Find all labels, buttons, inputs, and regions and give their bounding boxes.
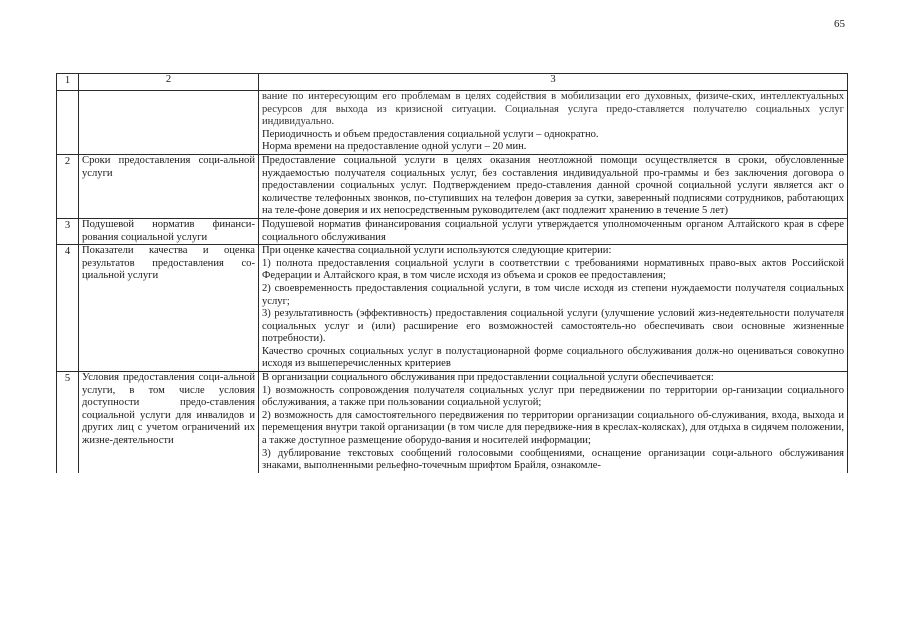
table-row-terms [57, 154, 848, 218]
continuation-paragraph: вание по интересующим его проблемам в целях содействия в мобилизации его духовных, физиче-ских, интеллектуальных ресурсов для выхода из кризисной ситуации. Социальная услуга предо-ставляется получателю социальных услуг индивидуально. [262, 91, 844, 128]
description-paragraph: Качество срочных социальных услуг в полустационарной форме социального обслуживания долж-но оцениваться совокупно исходя из вышеперечисленных критериев [262, 345, 844, 370]
description-paragraph: При оценке качества социальной услуги используются следующие критерии: [262, 245, 612, 257]
description-paragraph: Предоставление социальной услуги в целях оказания неотложной помощи осуществляется в сроки, обусловленные нуждаемостью получателя социальных услуг, без составления индивидуальной про-граммы и без заключения договора о предоставлении социальных услуг. Подтверждением предо-ставления данной срочной социальной услуги является акт о количестве телефонных звонков, по-ступивших на телефон доверия за сутки, заверенный подписями сотрудников, работающих на теле-фоне доверия и их непосредственным руководителем (акт подлежит хранению в течение 5 лет) [262, 154, 844, 217]
header-col-1: 1 [57, 74, 79, 91]
row-name [79, 91, 259, 155]
description-paragraph: Подушевой норматив финансирования социальной услуги утверждается уполномоченным органом Алтайского края в сфере социального обслуживания [262, 218, 844, 243]
row-number [57, 91, 79, 155]
page-number: 65 [834, 18, 845, 30]
description-paragraph: 2) возможность для самостоятельного передвижения по территории организации социального об-служивания, входа, выхода и перемещения внутри такой организации (в том числе для передвиже-ния в креслах-колясках), для отдыха в сидячем положении, а также доступное размещение оборудо-вания и носителей информации; [262, 409, 844, 447]
description-paragraph: В организации социального обслуживания при предоставлении социальной услуги обеспечивается: [262, 372, 714, 384]
row-name: Показатели качества и оценка результатов предоставления со-циальной услуги [79, 245, 259, 372]
header-col-3: 3 [259, 74, 848, 91]
description-paragraph: 3) дублирование текстовых сообщений голосовыми сообщениями, оснащение организации соци-ального обслуживания знаками, выполненными рельефно-точечным шрифтом Брайля, ознакомле- [262, 447, 844, 472]
row-description [259, 245, 848, 372]
table-header-row [57, 74, 848, 91]
continuation-paragraph: Норма времени на предоставление одной услуги – 20 мин. [262, 141, 527, 153]
table-row-financing [57, 218, 848, 244]
description-paragraph: 2) своевременность предоставления социальной услуги, в том числе исходя из степени нуждаемости получателя социальных услуг; [262, 282, 844, 307]
row-description [259, 372, 848, 473]
table-row-quality [57, 245, 848, 372]
description-paragraph: 3) результативность (эффективность) предоставления социальной услуги (улучшение условий жиз-недеятельности получателя социальных услуг и (или) расширение его возможностей самостоятель-но обеспечивать свои основные жизненные потребности). [262, 308, 844, 345]
row-description [259, 154, 848, 218]
header-col-2: 2 [79, 74, 259, 91]
row-name: Подушевой норматив финанси-рования социальной услуги [79, 218, 259, 244]
row-description [259, 218, 848, 244]
table-row-conditions [57, 372, 848, 473]
row-number: 2 [57, 154, 79, 218]
description-paragraph: 1) полнота предоставления социальной услуги в соответствии с требованиями нормативных право-вых актов Российской Федерации и Алтайского края, в том числе исходя из объема и сроков ее предоставления; [262, 257, 844, 282]
row-number: 3 [57, 218, 79, 244]
row-number: 4 [57, 245, 79, 372]
services-table [56, 73, 848, 473]
row-description [259, 91, 848, 155]
row-name: Условия предоставления соци-альной услуги, в том числе условия доступности предо-ставления социальной услуги для инвалидов и других лиц с учетом ограничений их жизне-деятельности [79, 372, 259, 473]
row-name: Сроки предоставления соци-альной услуги [79, 154, 259, 218]
row-number: 5 [57, 372, 79, 473]
table-row-continuation [57, 91, 848, 155]
continuation-paragraph: Периодичность и объем предоставления социальной услуги – однократно. [262, 128, 599, 140]
description-paragraph: 1) возможность сопровождения получателя социальных услуг при передвижении по территории ор-ганизации социального обслуживания, а также при пользовании социальной услугой; [262, 384, 844, 409]
